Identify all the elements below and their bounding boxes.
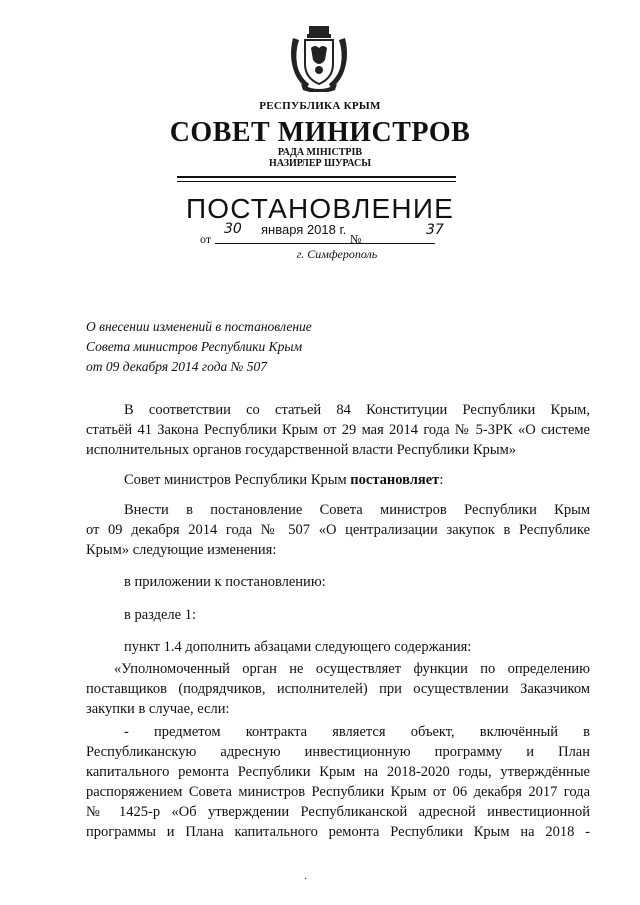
body-line xyxy=(86,470,590,490)
body-line: в приложении к постановлению: xyxy=(124,574,326,590)
paragraph-quote xyxy=(86,659,590,719)
date-prefix: от xyxy=(200,232,212,246)
body-line: Внести в постановление Совета министров Республики Крым xyxy=(124,502,590,518)
body-line: от 09 декабря 2014 года № 507 «О централизации закупок в Республике xyxy=(86,522,590,538)
decree-title: ПОСТАНОВЛЕНИЕ xyxy=(185,193,455,224)
body-line: в разделе 1: xyxy=(124,607,197,623)
paragraph-list-item xyxy=(86,722,590,842)
council-name: СОВЕТ МИНИСТРОВ xyxy=(169,117,471,148)
body-line: закупки в случае, если: xyxy=(86,701,230,717)
number-sign: № xyxy=(350,232,362,246)
paragraph-section xyxy=(86,605,590,625)
body-line: № 1425-р «Об утверждении Республиканской адресной инвестиционной xyxy=(86,804,590,820)
decree-city xyxy=(0,247,640,262)
body-line: статьёй 41 Закона Республики Крым от 29 мая 2014 года № 5-ЗРК «О системе xyxy=(86,422,590,438)
paragraph-preamble xyxy=(86,400,590,460)
council-name-crimean-tatar: НАЗИРЛЕР ШУРАСЫ xyxy=(268,158,372,169)
decree-number: 37 xyxy=(426,222,444,238)
subject-line: Совета министров Республики Крым xyxy=(86,339,303,354)
crimea-coat-of-arms-icon xyxy=(287,24,351,92)
body-line: «Уполномоченный орган не осуществляет функции по определению xyxy=(114,661,590,677)
body-line: пункт 1.4 дополнить абзацами следующего содержания: xyxy=(124,639,472,655)
decree-date: января 2018 г. xyxy=(261,222,347,237)
resolution-verb: постановляет xyxy=(350,472,440,488)
council-name-ukrainian: РАДА МІНІСТРІВ xyxy=(277,147,363,158)
paragraph-clause xyxy=(86,637,590,657)
decree-date-row xyxy=(200,221,444,246)
paragraph-appendix xyxy=(86,572,590,592)
resolution-colon: : xyxy=(439,472,444,488)
subject-line: от 09 декабря 2014 года № 507 xyxy=(86,359,267,374)
header-rule-thin xyxy=(177,181,456,182)
republic-name: РЕСПУБЛИКА КРЫМ xyxy=(259,100,381,112)
body-line: Республиканскую адресную инвестиционную программу и План xyxy=(86,744,590,760)
scan-speck: · xyxy=(304,874,308,885)
body-line: исполнительных органов государственной власти Республики Крым» xyxy=(86,442,517,458)
subject-line: О внесении изменений в постановление xyxy=(86,319,312,334)
header-rule-thick xyxy=(177,176,456,178)
number-underline xyxy=(379,243,435,244)
paragraph-amendment xyxy=(86,500,590,560)
body-line: капитального ремонта Республики Крым на 2018-2020 годы, утверждённые xyxy=(86,764,590,780)
date-underline xyxy=(215,243,395,244)
body-line: распоряжением Совета министров Республики Крым от 06 декабря 2017 года xyxy=(86,784,590,800)
paragraph-resolution xyxy=(86,470,590,490)
body-line: Крым» следующие изменения: xyxy=(86,542,277,558)
resolution-text: Совет министров Республики Крым xyxy=(124,472,351,488)
body-line: поставщиков (подрядчиков, исполнителей) при осуществлении Заказчиком xyxy=(86,681,590,697)
decree-subject xyxy=(86,317,312,377)
body-line: программы и Плана капитального ремонта Республики Крым на 2018 - xyxy=(86,824,590,840)
city-text: г. Симферополь xyxy=(296,247,378,261)
body-line: - предметом контракта является объект, включённый в xyxy=(124,724,590,740)
decree-day: 30 xyxy=(224,221,242,237)
body-line: В соответствии со статьей 84 Конституции Республики Крым, xyxy=(124,402,590,418)
